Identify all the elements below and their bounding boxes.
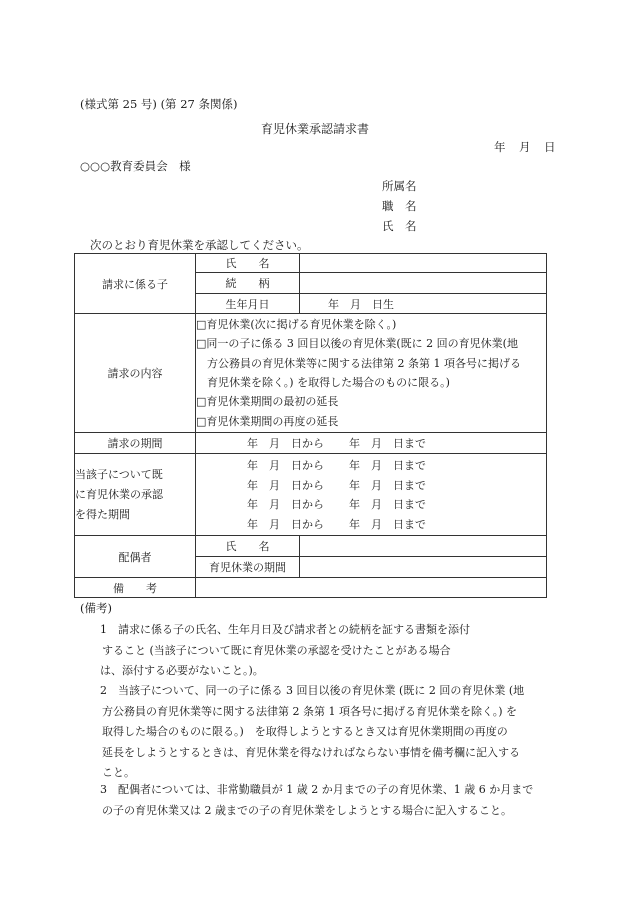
content-option-second-extension[interactable]: □育児休業期間の再度の延長 xyxy=(196,414,339,428)
spouse-period-label: 育児休業の期間 xyxy=(196,557,300,578)
period-from: 年 月 日から xyxy=(247,437,324,450)
note-3: 3 配偶者については、非常勤職員が 1 歳 2 か月までの子の育児休業、1 歳 6 か月まで の子の育児休業又は 2 歳までの子の育児休業をしようとする場合に記入すること。 xyxy=(100,783,534,817)
child-relation-field[interactable] xyxy=(300,273,547,294)
spouse-name-field[interactable] xyxy=(300,536,547,557)
name-label: 氏 名 xyxy=(382,219,417,233)
child-birth-value: 年 月 日生 xyxy=(328,297,394,311)
content-option-first-extension[interactable]: □育児休業期間の最初の延長 xyxy=(196,395,339,409)
position-label: 職 名 xyxy=(382,199,417,213)
content-option-regular[interactable]: □育児休業(次に掲げる育児休業を除く。) xyxy=(196,317,397,331)
notes-heading: (備考) xyxy=(80,601,112,615)
prior-period-field[interactable]: 年 月 日から 年 月 日まで 年 月 日から 年 月 日まで 年 月 日から 年 月 日まで 年 月 日から 年 月 日まで xyxy=(196,454,547,536)
child-birth-label: 生年月日 xyxy=(196,294,300,314)
form-number-label: (様式第 25 号) (第 27 条関係) xyxy=(80,97,238,111)
prior-period-label: 当該子について既 に育児休業の承認 を得た期間 xyxy=(75,454,196,536)
period-to: 年 月 日まで xyxy=(349,437,426,450)
date-line: 年 月 日 xyxy=(494,140,557,154)
intro-text: 次のとおり育児休業を承認してください。 xyxy=(90,238,309,252)
note-1: 1 請求に係る子の氏名、生年月日及び請求者との続柄を証する書類を添付 すること (当該子について既に育児休業の承認を受けたことがある場合 は、添付する必要がないこと。)。 xyxy=(100,623,470,677)
child-name-field[interactable] xyxy=(300,254,547,273)
period-label: 請求の期間 xyxy=(75,433,196,454)
note-2: 2 当該子について、同一の子に係る 3 回目以後の育児休業 (既に 2 回の育児休業 (地 方公務員の育児休業等に関する法律第 2 条第 1 項各号に掲げる育児休業を除く。) を 取得した場合のものに限る。) を取得しようとするとき又は育児休業期間の再度の 延長をしようとするときは、育児休業を得なければならない事情を備考欄に記入する こと。 xyxy=(100,684,525,779)
child-name-label: 氏 名 xyxy=(196,254,300,273)
child-relation-label: 続 柄 xyxy=(196,273,300,294)
spouse-name-label: 氏 名 xyxy=(196,536,300,557)
affiliation-label: 所属名 xyxy=(382,179,417,193)
content-options xyxy=(196,314,547,433)
spouse-label: 配偶者 xyxy=(75,536,196,578)
request-form-table xyxy=(74,253,547,598)
content-option-third-leave[interactable]: □同一の子に係る 3 回目以後の育児休業(既に 2 回の育児休業(地 xyxy=(196,337,518,351)
content-option-third-leave-cont2: 育児休業を除く。) を取得した場合のものに限る。) xyxy=(207,376,450,389)
content-option-third-leave-cont1: 方公務員の育児休業等に関する法律第 2 条第 1 項各号に掲げる xyxy=(207,356,521,370)
spouse-period-field[interactable] xyxy=(300,557,547,578)
remarks-label: 備 考 xyxy=(75,578,196,598)
addressee: ○○○教育委員会 様 xyxy=(80,159,191,173)
period-field[interactable] xyxy=(196,433,547,454)
child-birth-field[interactable] xyxy=(300,294,547,314)
document-title: 育児休業承認請求書 xyxy=(260,122,369,136)
remarks-field[interactable] xyxy=(196,578,547,598)
content-label: 請求の内容 xyxy=(75,314,196,433)
child-section-label: 請求に係る子 xyxy=(75,254,196,314)
